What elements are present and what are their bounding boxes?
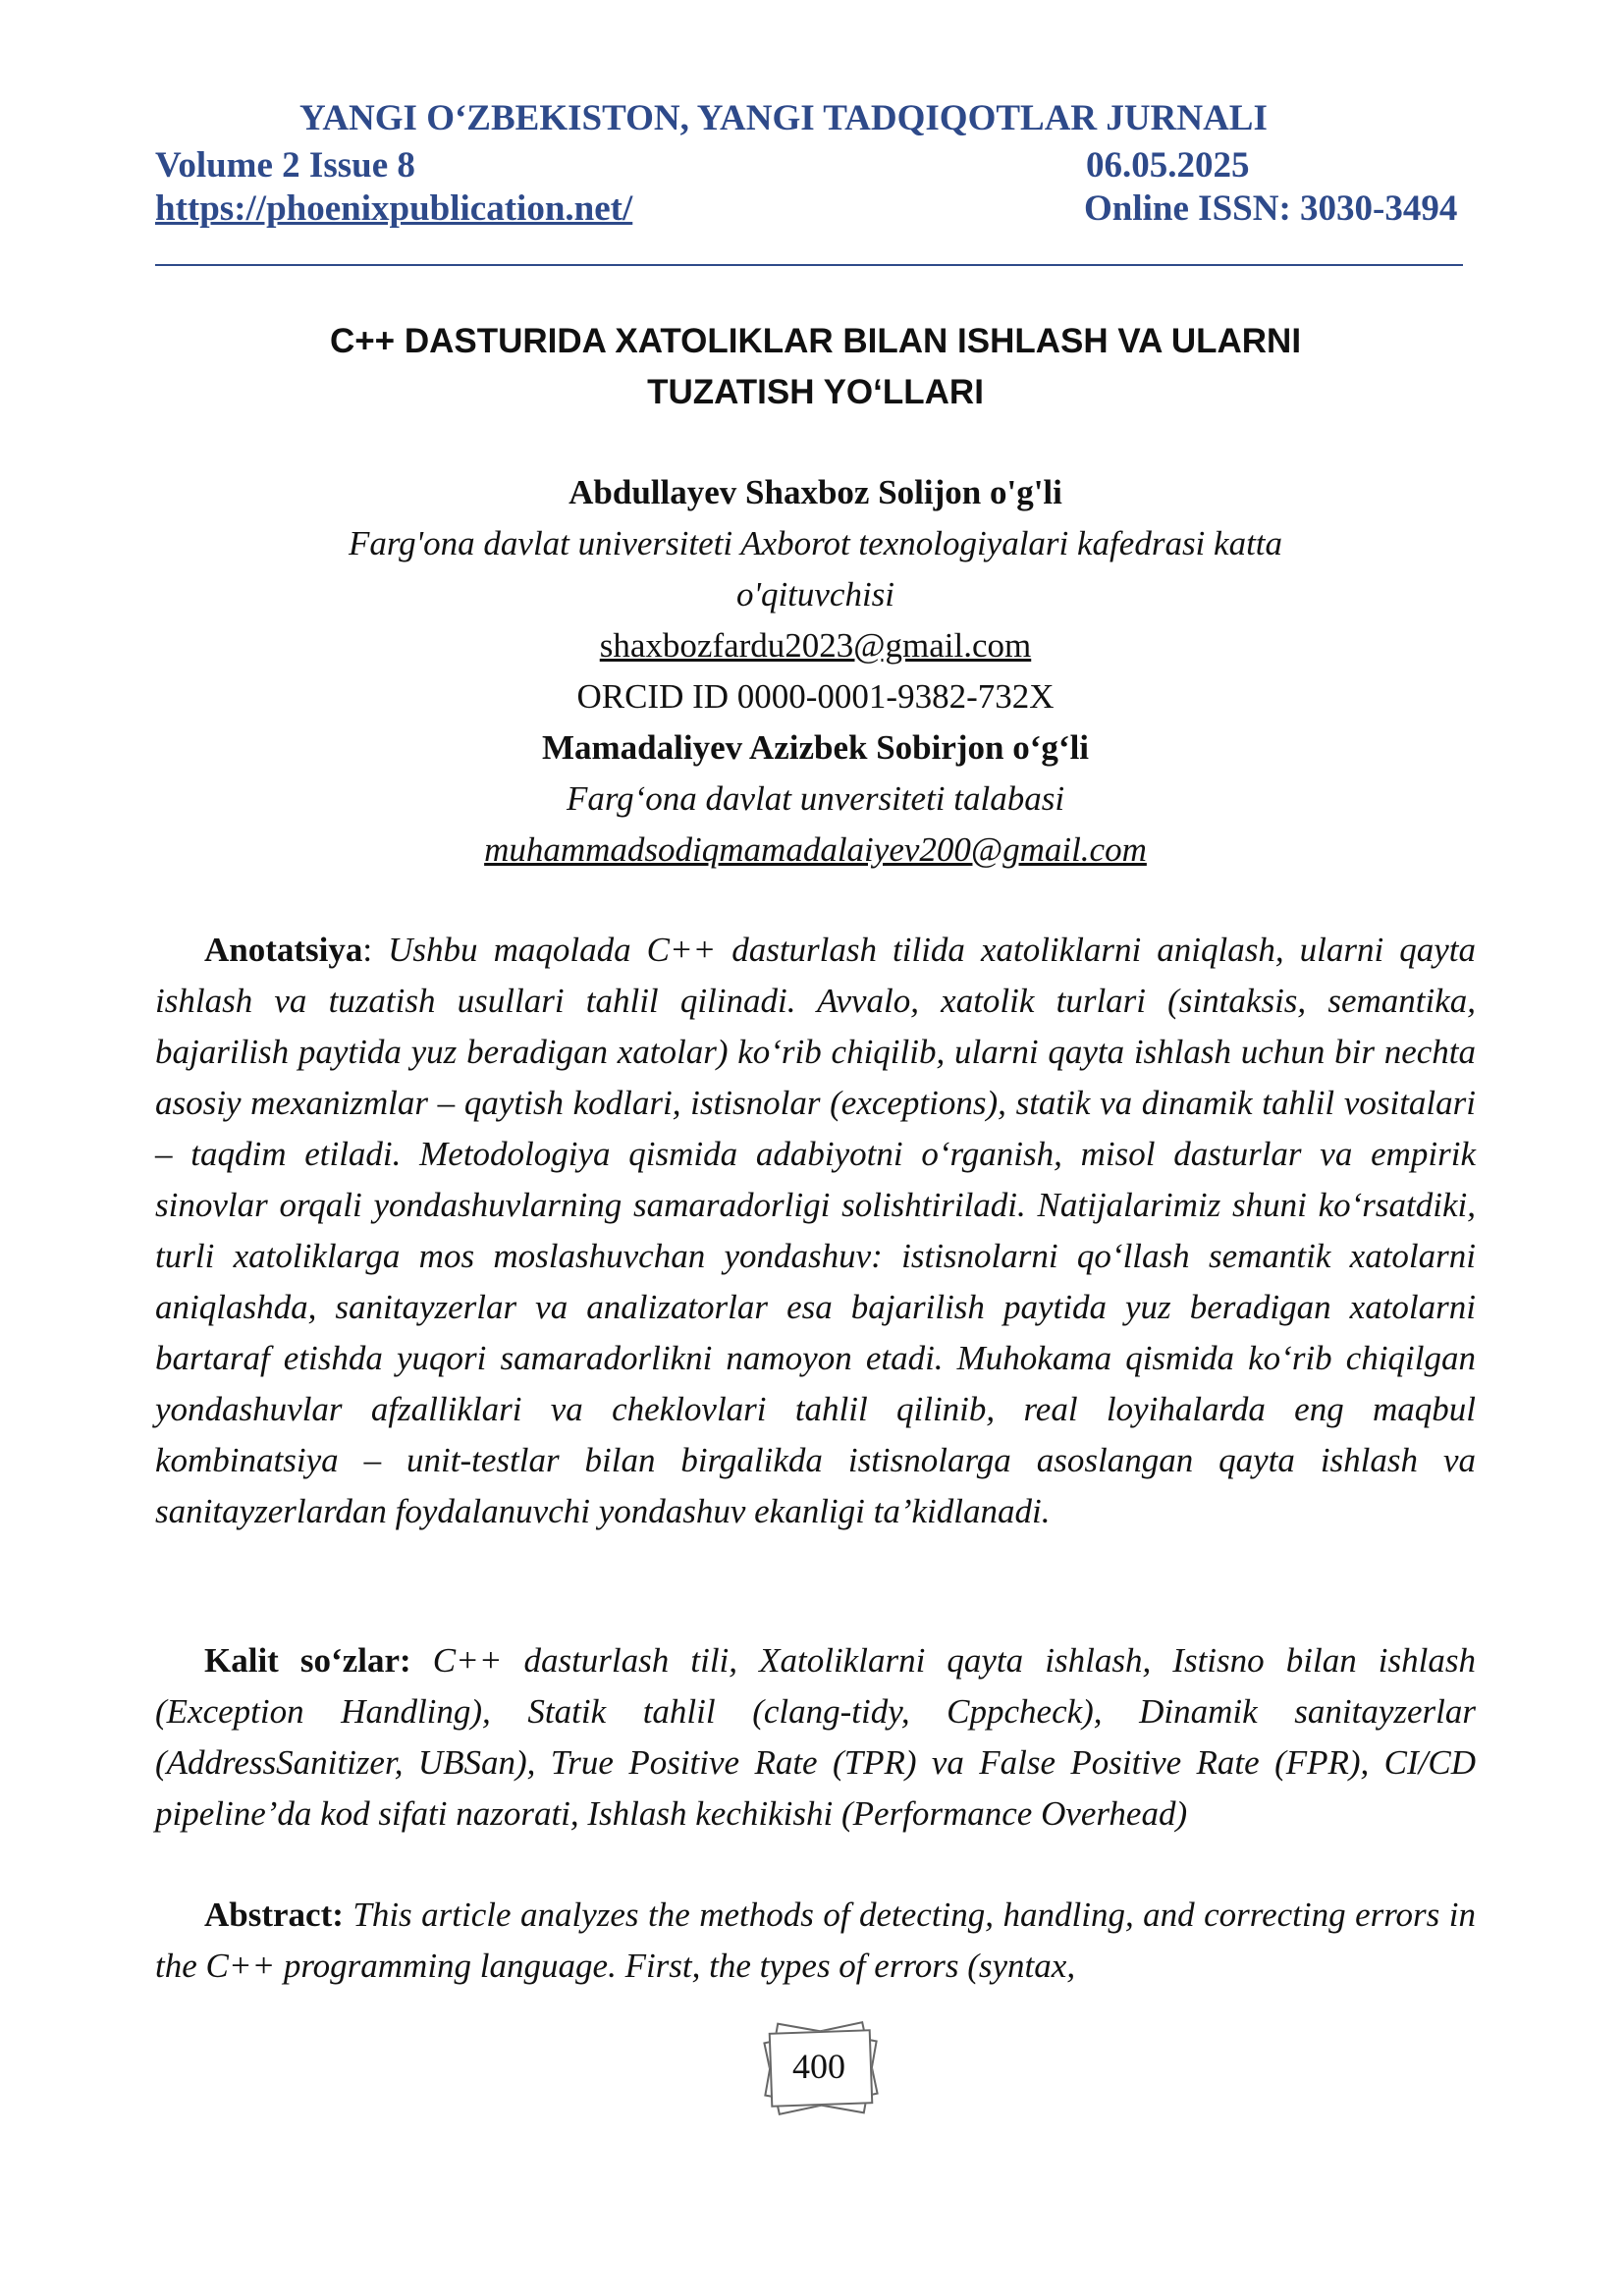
author-2-name: Mamadaliyev Azizbek Sobirjon o‘g‘li [541,728,1090,767]
author-2-affiliation: Farg‘ona davlat unversiteti talabasi [566,779,1065,818]
author-1-name: Abdullayev Shaxboz Solijon o'g'li [568,473,1062,511]
journal-url-link[interactable]: https://phoenixpublication.net/ [155,188,633,229]
journal-url-wrapper [155,190,632,227]
keywords-text: C++ dasturlash tili, Xatoliklarni qayta ishlash, Istisno bilan ishlash (Exception Handling), Statik tahlil (clang-tidy, Cppcheck), Dinamik sanitayzerlar (AddressSanitizer, UBSan), True Positive Rate (TPR) va False Positive Rate (FPR), CI/CD pipeline’da kod sifati nazorati, Ishlash kechikishi (Performance Overhead) [155,1641,1477,1833]
journal-title: YANGI O‘ZBEKISTON, YANGI TADQIQOTLAR JURNALI [299,98,1268,138]
author-2-email-link[interactable]: muhammadsodiqmamadalaiyev200@gmail.com [484,830,1147,869]
anotatsiya-paragraph [155,925,1476,1537]
anotatsiya-label: Anotatsiya [204,931,363,969]
keywords-paragraph [155,1635,1476,1840]
abstract-text: This article analyzes the methods of detecting, handling, and correcting errors in the C++ programming language. First, the types of errors (syntax, [155,1896,1476,1985]
article-title [155,316,1476,418]
author-1-email-link[interactable]: shaxbozfardu2023@gmail.com [599,626,1032,665]
anotatsiya-separator: : [362,931,389,969]
publication-date: 06.05.2025 [1086,145,1250,186]
online-issn: Online ISSN: 3030-3494 [1084,188,1458,229]
abstract-paragraph [155,1890,1476,1992]
author-1-orcid: ORCID ID 0000-0001-9382-732X [576,677,1055,716]
article-title-line-2: TUZATISH YO‘LLARI [647,373,984,411]
article-title-line-1: C++ DASTURIDA XATOLIKLAR BILAN ISHLASH VA ULARNI [329,322,1302,360]
page-number: 400 [792,2047,845,2086]
anotatsiya-text: Ushbu maqolada C++ dasturlash tilida xatoliklarni aniqlash, ularni qayta ishlash va tuzatish usullari tahlil qilinadi. Avvalo, xatolik turlari (sintaksis, semantika, bajarilish paytida yuz beradigan xatolar) ko‘rib chiqilib, ularni qayta ishlash uchun bir nechta asosiy mexanizmlar – qaytish kodlari, istisnolar (exceptions), statik va dinamik tahlil vositalari – taqdim etiladi. Metodologiya qismida adabiyotni o‘rganish, misol dasturlar va empirik sinovlar orqali yondashuvlarning samaradorligi solishtiriladi. Natijalarimiz shuni ko‘rsatdiki, turli xatoliklarga mos moslashuvchan yondashuv: istisnolarni qo‘llash semantik xatolarni aniqlashda, sanitayzerlar va analizatorlar esa bajarilish paytida yuz beradigan xatolarni bartaraf etishda yuqori samaradorlikni namoyon etadi. Muhokama qismida ko‘rib chiqilgan yondashuvlar afzalliklari va cheklovlari tahlil qilinib, real loyihalarda eng maqbul kombinatsiya – unit-testlar bilan birgalikda istisnolarga asoslangan qayta ishlash va sanitayzerlardan foydalanuvchi yondashuv ekanligi ta’kidlanadi. [155,931,1476,1530]
author-block [155,467,1476,876]
page-number-badge [756,2017,882,2115]
volume-issue: Volume 2 Issue 8 [155,145,415,186]
keywords-label: Kalit so‘zlar: [204,1641,411,1680]
abstract-label: Abstract: [204,1896,344,1934]
author-1-affiliation-line-1: Farg'ona davlat universiteti Axborot texnologiyalari kafedrasi katta [348,524,1283,562]
header-divider [155,264,1463,266]
author-1-affiliation-line-2: o'qituvchisi [735,575,895,614]
